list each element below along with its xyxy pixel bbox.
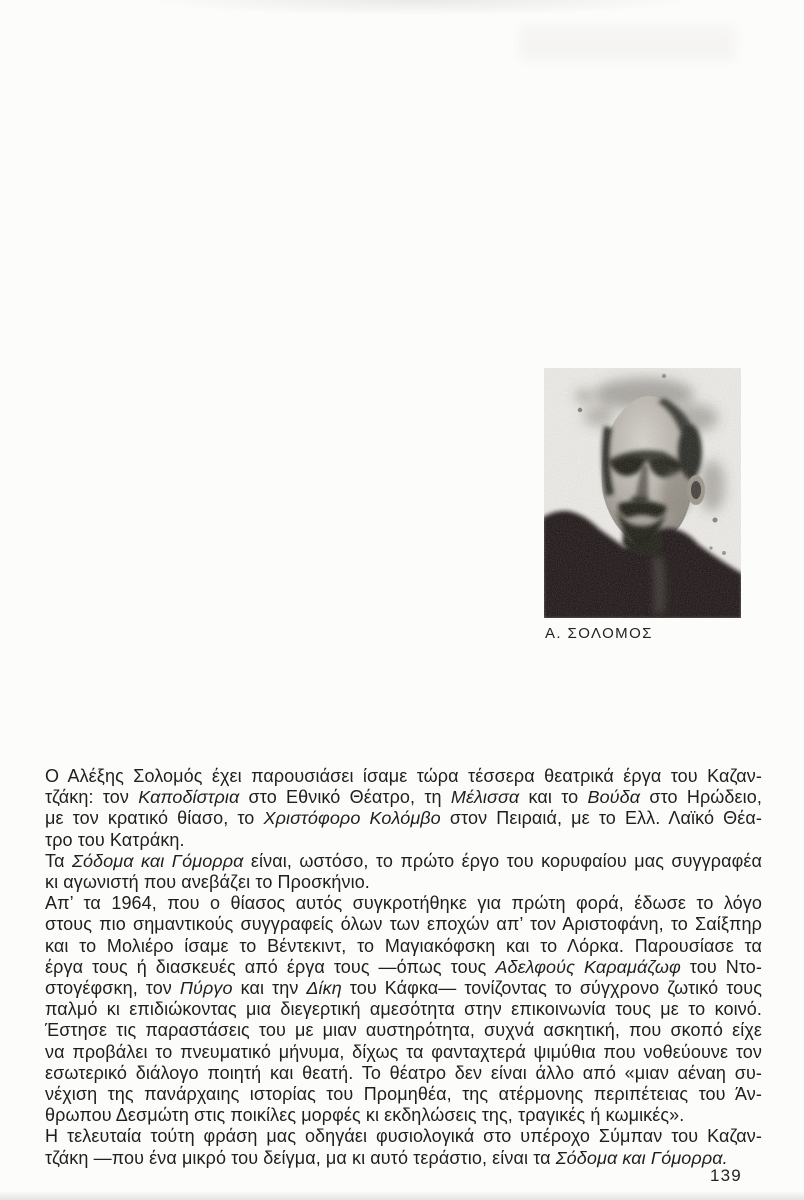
text-line: τρο του Κατράκη. xyxy=(45,829,185,850)
text-line: εσωτερικό διάλογο ποιητή και θεατή. Το θέατρο δεν είναι άλλο από «μιαν αέναη συ- xyxy=(45,1062,762,1083)
text-line: κι αγωνιστή που ανεβάζει το Προσκήνιο. xyxy=(45,872,370,893)
scan-noise-top xyxy=(140,0,700,16)
text-line: νέχιση της πανάρχαιης ιστορίας του Προμηθέα, της ατέρμονης περιπέτειας του Άν- xyxy=(45,1084,762,1105)
text-line: στογέφσκη, τον Πύργο και την Δίκη του Κάφκα— τονίζοντας το σύγχρονο ζωτικό τους xyxy=(45,978,762,999)
text-line: Απ’ τα 1964, που ο θίασος αυτός συγκροτήθηκε για πρώτη φορά, έδωσε το λόγο xyxy=(45,893,762,914)
page-number: 139 xyxy=(710,1166,742,1185)
text-line: τζάκη: τον Καποδίστρια στο Εθνικό Θέατρο, τη Μέλισσα και το Βούδα στο Ηρώδειο, xyxy=(45,787,762,808)
text-line: στους πιο σημαντικούς συγγραφείς όλων των εποχών απ’ τον Αριστοφάνη, το Σαίξπηρ xyxy=(45,914,762,935)
text-line: τζάκη —που ένα μικρό του δείγμα, μα κι αυτό τεράστιο, είναι τα Σόδομα και Γόμορρα. xyxy=(45,1147,728,1168)
scan-noise-bottom xyxy=(0,1191,804,1200)
text-line: Η τελευταία τούτη φράση μας οδηγάει φυσιολογικά στο υπέροχο Σύμπαν του Καζαν- xyxy=(45,1126,762,1147)
portrait-photo-illustration xyxy=(544,368,741,618)
text-line: έργα τους ή διασκευές από έργα τους —όπως τους Αδελφούς Καραμάζωφ του Ντο- xyxy=(45,956,762,977)
text-line: με τον κρατικό θίασο, το Χριστόφορο Κολόμβο στον Πειραιά, με το Ελλ. Λαϊκό Θέα- xyxy=(45,808,763,829)
scan-smudge-top-right xyxy=(520,26,735,60)
text-line: παλμό κι επιδιώκοντας μια διεγερτική αμεσότητα στην επικοινωνία τους με το κοινό. xyxy=(45,999,762,1020)
text-line: να προβάλει το πνευματικό μήνυμα, δίχως τα φανταχτερά ψιμύθια που νοθεύουνε τον xyxy=(45,1041,762,1062)
photo-caption: Α. ΣΟΛΟΜΟΣ xyxy=(545,625,653,642)
text-line: και το Μολιέρο ίσαμε το Βέντεκιντ, το Μαγιακόφσκη και το Λόρκα. Παρουσίασε τα xyxy=(45,935,762,956)
text-line: Ο Αλέξης Σολομός έχει παρουσιάσει ίσαμε τώρα τέσσερα θεατρικά έργα του Καζαν- xyxy=(45,766,762,786)
text-line: Έστησε τις παραστάσεις του με μιαν αυστηρότητα, συχνά ασκητική, που σκοπό είχε xyxy=(45,1020,762,1041)
portrait-photo xyxy=(544,368,741,618)
article-text xyxy=(45,766,762,1169)
text-line: Τα Σόδομα και Γόμορρα είναι, ωστόσο, το πρώτο έργο του κορυφαίου μας συγγραφέα xyxy=(45,850,762,871)
text-line: θρωπου Δεσμώτη στις ποικίλες μορφές κι εκδηλώσεις της, τραγικές ή κωμικές». xyxy=(45,1105,685,1126)
